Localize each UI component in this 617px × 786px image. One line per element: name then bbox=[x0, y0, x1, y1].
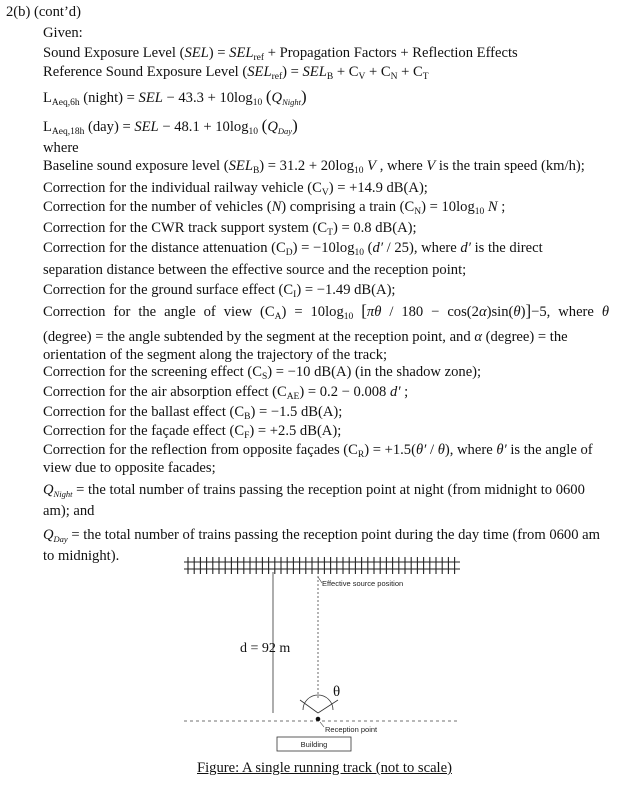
laeq-day-equation: $L_{Aeq,18h}$ (day) = SEL − $48.1 + 10\log_{10}$ $(Q_{Day})$ bbox=[43, 116, 298, 137]
def-cd-line1: Correction for the distance attenuation $(C_D) = -10\log_{10}$ (d′ / 25), where d′ is the direct bbox=[43, 240, 543, 258]
distance-label: d = 92 m bbox=[240, 641, 291, 656]
def-cn: Correction for the number of vehicles (N) comprising a train $(C_N) = 10\log_{10}$ N ; bbox=[43, 199, 506, 217]
def-baseline: Baseline sound exposure level $(SEL_B) = 31.2 + 20\log_{10}$ V , where V is the train speed (km/h); bbox=[43, 158, 585, 176]
def-cr: Correction for the reflection from opposite façades $(C_R) = +1.5(\theta' / \theta)$, where θ′ is the angle of view due to opposite facades; bbox=[43, 442, 593, 476]
def-qday: $Q_{Day}$ = the total number of trains passing the reception point during the day time (from 0600 am to midnight). bbox=[43, 527, 600, 564]
def-cb: Correction for the ballast effect $(C_B) = -1.5$ dB(A); bbox=[43, 404, 343, 422]
def-cd-line2: separation distance between the effective source and the reception point; bbox=[43, 262, 467, 278]
def-cs: Correction for the screening effect $(C_S) = -10$ dB(A) (in the shadow zone); bbox=[43, 364, 482, 382]
where-label: where bbox=[43, 140, 79, 156]
def-cae: Correction for the air absorption effect $(C_{AE}) = 0.2 - 0.008$ d′ ; bbox=[43, 384, 409, 402]
building-label: Building bbox=[300, 740, 328, 749]
sel-ref-equation: Reference Sound Exposure Level $(SEL_{ref}) = SEL_B + C_V + C_N + C_T$ bbox=[43, 64, 429, 82]
track-sleepers bbox=[188, 557, 455, 574]
reception-pointer bbox=[320, 722, 324, 727]
view-line-left bbox=[300, 700, 318, 713]
source-label: Effective source position bbox=[322, 579, 404, 588]
view-line-right bbox=[318, 700, 338, 713]
def-ca-line2: (degree) = the angle subtended by the segment at the reception point, and α (degree) = the orientation of the segment along the trajectory of the track; bbox=[43, 329, 568, 363]
reception-point-dot bbox=[316, 717, 321, 722]
def-ct: Correction for the CWR track support system $(C_T) = 0.8$ dB(A); bbox=[43, 220, 417, 238]
reception-label: Reception point bbox=[325, 725, 378, 734]
theta-label: θ bbox=[333, 684, 341, 700]
sel-equation: Sound Exposure Level $(SEL) = SEL_{ref}$ + Propagation Factors + Reflection Effects bbox=[43, 45, 518, 63]
def-cf: Correction for the façade effect $(C_F) = +2.5$ dB(A); bbox=[43, 423, 342, 441]
def-qnight: $Q_{Night}$ = the total number of trains passing the reception point at night (from midnight to 0600 am); and bbox=[43, 482, 585, 519]
def-ci: Correction for the ground surface effect $(C_I) = -1.49$ dB(A); bbox=[43, 282, 396, 300]
figure-caption: Figure: A single running track (not to scale) bbox=[197, 760, 452, 776]
def-ca-line1: Correction for the angle of view $(C_A) = 10\log_{10}$ [πθ / 180 − cos(2α)sin(θ)]−5, where θ bbox=[43, 301, 609, 322]
def-cv: Correction for the individual railway vehicle $(C_V) = +14.9$ dB(A); bbox=[43, 180, 428, 198]
laeq-night-equation: $L_{Aeq,6h}$ (night) = SEL − $43.3 + 10\log_{10}$ $(Q_{Night})$ bbox=[43, 87, 307, 108]
section-header: 2(b) (cont’d) bbox=[6, 4, 81, 20]
given-label: Given: bbox=[43, 25, 83, 41]
